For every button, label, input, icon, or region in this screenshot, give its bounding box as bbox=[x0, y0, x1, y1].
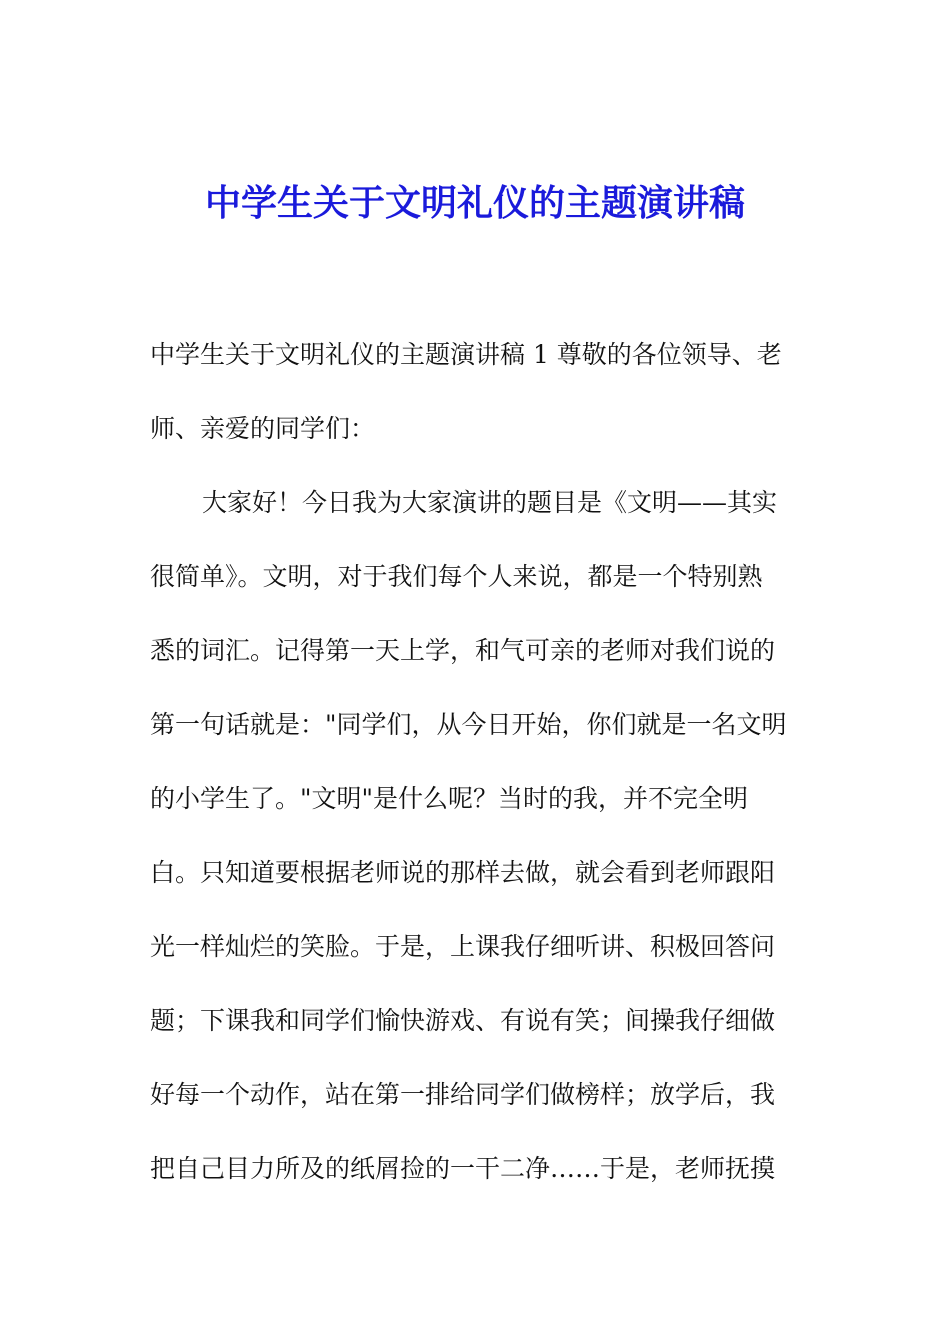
paragraph-line: 大家好！今日我为大家演讲的题目是《文明——其实 bbox=[202, 488, 778, 517]
paragraph-line: 很简单》。文明，对于我们每个人来说，都是一个特别熟 bbox=[150, 562, 763, 591]
paragraph-line: 白。只知道要根据老师说的那样去做，就会看到老师跟阳 bbox=[150, 858, 776, 887]
paragraph-line: 好每一个动作，站在第一排给同学们做榜样；放学后，我 bbox=[150, 1080, 776, 1109]
paragraph-line: 题；下课我和同学们愉快游戏、有说有笑；间操我仔细做 bbox=[150, 1006, 776, 1035]
paragraph-line: 把自己目力所及的纸屑捡的一干二净……于是，老师抚摸 bbox=[150, 1154, 776, 1183]
paragraph-line: 的小学生了。"文明"是什么呢？当时的我，并不完全明 bbox=[150, 784, 749, 813]
document-title: 中学生关于文明礼仪的主题演讲稿 bbox=[204, 182, 745, 224]
paragraph-line: 悉的词汇。记得第一天上学，和气可亲的老师对我们说的 bbox=[150, 636, 776, 665]
paragraph-line: 第一句话就是："同学们，从今日开始，你们就是一名文明 bbox=[150, 710, 787, 739]
paragraph-line: 中学生关于文明礼仪的主题演讲稿 1 尊敬的各位领导、老 bbox=[150, 340, 782, 369]
paragraph-line: 光一样灿烂的笑脸。于是，上课我仔细听讲、积极回答问 bbox=[150, 932, 776, 961]
document-body bbox=[150, 318, 800, 1206]
paragraph-line: 师、亲爱的同学们： bbox=[150, 414, 376, 443]
